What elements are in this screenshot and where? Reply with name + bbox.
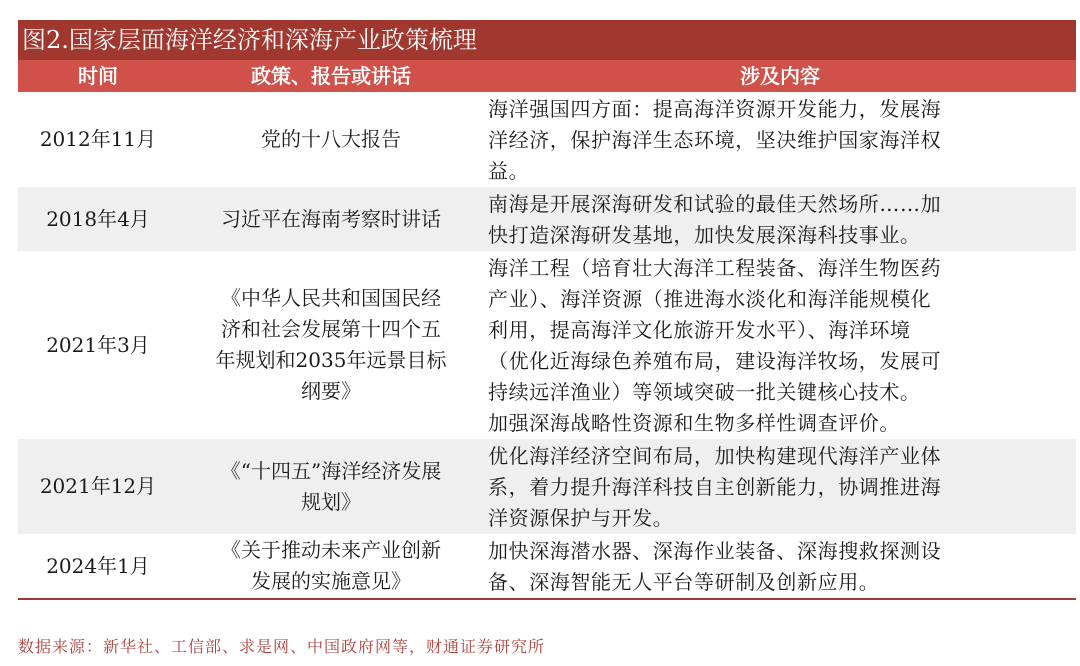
- content-line: 产业）、海洋资源（推进海水淡化和海洋能规模化: [488, 287, 932, 311]
- content-line: 持续远洋渔业）等领域突破一批关键核心技术。: [488, 380, 921, 404]
- content-line: 海洋强国四方面：提高海洋资源开发能力，发展海: [488, 97, 942, 121]
- policy-line: 济和社会发展第十四个五: [221, 317, 441, 341]
- table-row: [18, 534, 1076, 598]
- content-line: 优化海洋经济空间布局，加快构建现代海洋产业体: [488, 444, 942, 468]
- policy-line: 发展的实施意见》: [251, 569, 411, 593]
- header-date: 时间: [78, 64, 118, 88]
- row-policy: [178, 439, 484, 534]
- row-date: 2021年3月: [46, 332, 150, 357]
- content-line: 洋经济，保护海洋生态环境，坚决维护国家海洋权: [488, 128, 942, 152]
- content-line: 洋资源保护与开发。: [488, 506, 674, 530]
- row-content: [484, 251, 1076, 439]
- row-policy: [178, 187, 484, 251]
- table-row: [18, 92, 1076, 187]
- policy-line: 党的十八大报告: [261, 127, 401, 151]
- policy-table-figure: [18, 20, 1076, 600]
- row-policy-text: [216, 283, 447, 407]
- table-header-row: [18, 60, 1076, 92]
- figure-title: 图2.国家层面海洋经济和深海产业政策梳理: [18, 20, 1076, 60]
- row-content: [484, 439, 1076, 534]
- row-content: [484, 187, 1076, 251]
- content-line: （优化近海绿色养殖布局，建设海洋牧场，发展可: [488, 349, 942, 373]
- row-policy-text: [261, 124, 401, 155]
- row-date: 2021年12月: [39, 474, 157, 498]
- policy-line: 《“十四五”海洋经济发展: [220, 458, 442, 483]
- row-date: 2024年1月: [46, 553, 150, 578]
- row-policy-text: [221, 456, 441, 518]
- policy-line: 年规划和2035年远景目标: [215, 348, 447, 372]
- content-line: 加快深海潜水器、深海作业装备、深海搜救探测设: [488, 539, 942, 563]
- row-content: [484, 534, 1076, 598]
- policy-line: 《中华人民共和国国民经: [221, 286, 441, 310]
- policy-line: 习近平在海南考察时讲话: [221, 206, 441, 231]
- table-bottom-rule: [18, 598, 1076, 600]
- row-date: 2018年4月: [46, 206, 150, 231]
- content-line: 系，着力提升海洋科技自主创新能力，协调推进海: [488, 475, 942, 499]
- table-row: [18, 187, 1076, 251]
- source-note: 数据来源：新华社、工信部、求是网、中国政府网等，财通证券研究所: [18, 637, 546, 656]
- content-line: 备、深海智能无人平台等研制及创新应用。: [488, 570, 880, 594]
- policy-line: 规划》: [300, 489, 361, 514]
- table-row: [18, 439, 1076, 534]
- table-row: [18, 251, 1076, 439]
- content-line: 益。: [488, 159, 530, 183]
- row-policy: [178, 251, 484, 439]
- header-content: 涉及内容: [740, 64, 820, 88]
- row-policy-text: [221, 204, 441, 235]
- row-date: 2012年11月: [39, 127, 157, 151]
- content-line: 快打造深海研发基地，加快发展深海科技事业。: [488, 223, 921, 247]
- row-policy-text: [221, 535, 441, 597]
- content-line: 加强深海战略性资源和生物多样性调查评价。: [488, 411, 900, 435]
- header-policy: 政策、报告或讲话: [251, 64, 411, 88]
- table-body: [18, 92, 1076, 598]
- content-line: 南海是开展深海研发和试验的最佳天然场所……加: [488, 192, 942, 216]
- row-content: [484, 92, 1076, 187]
- row-policy: [178, 534, 484, 598]
- policy-line: 《关于推动未来产业创新: [221, 538, 441, 562]
- content-line: 海洋工程（培育壮大海洋工程装备、海洋生物医药: [488, 256, 942, 280]
- content-line: 利用，提高海洋文化旅游开发水平）、海洋环境: [488, 318, 911, 342]
- policy-line: 纲要》: [301, 379, 361, 403]
- row-policy: [178, 92, 484, 187]
